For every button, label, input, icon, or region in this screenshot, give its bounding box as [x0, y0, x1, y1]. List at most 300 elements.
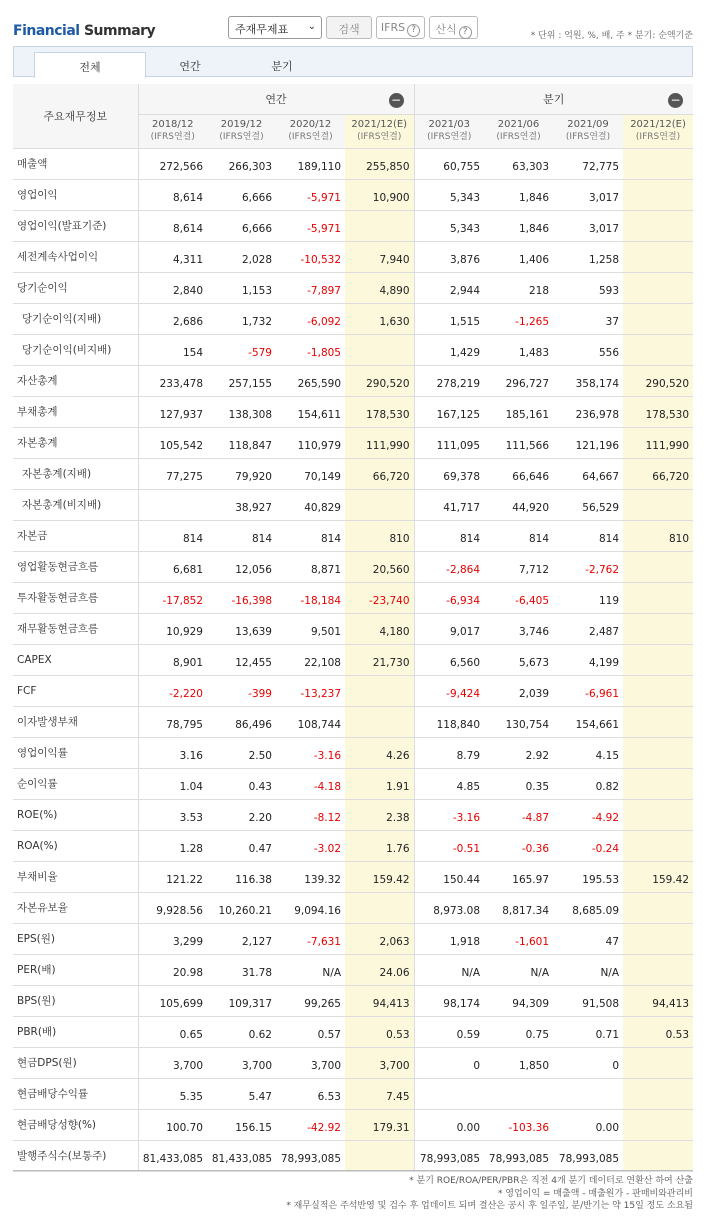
table-cell: 0 [553, 1047, 623, 1078]
table-cell: 3,700 [345, 1047, 414, 1078]
table-cell: 10,260.21 [207, 892, 276, 923]
table-cell: 358,174 [553, 365, 623, 396]
formula-help-button[interactable] [429, 16, 478, 39]
table-cell: 1,918 [414, 923, 484, 954]
table-cell [623, 706, 693, 737]
table-cell: 6.53 [276, 1078, 345, 1109]
ifrs-help-button[interactable] [376, 16, 425, 39]
table-cell: 1.28 [138, 830, 207, 861]
table-cell: -1,805 [276, 334, 345, 365]
table-cell: 10,900 [345, 179, 414, 210]
table-cell: 70,149 [276, 458, 345, 489]
table-cell: 0.82 [553, 768, 623, 799]
table-cell: N/A [553, 954, 623, 985]
table-cell: -3.16 [414, 799, 484, 830]
table-row [13, 892, 693, 923]
table-row [13, 923, 693, 954]
row-label: 세전계속사업이익 [13, 241, 138, 272]
table-cell: 189,110 [276, 148, 345, 179]
table-cell: 37 [553, 303, 623, 334]
row-label: 자산총계 [13, 365, 138, 396]
table-cell: 4.85 [414, 768, 484, 799]
table-cell: 814 [138, 520, 207, 551]
table-row [13, 520, 693, 551]
table-cell: 6,666 [207, 179, 276, 210]
page-title [13, 23, 155, 39]
table-cell: 81,433,085 [207, 1140, 276, 1171]
table-cell: 185,161 [484, 396, 553, 427]
table-row [13, 1047, 693, 1078]
table-cell: 178,530 [345, 396, 414, 427]
row-label: 영업활동현금흐름 [13, 551, 138, 582]
table-cell: 0 [414, 1047, 484, 1078]
collapse-quarter-icon[interactable]: − [668, 93, 683, 108]
table-cell: 0.65 [138, 1016, 207, 1047]
table-cell: -6,092 [276, 303, 345, 334]
table-cell: 86,496 [207, 706, 276, 737]
table-row [13, 1140, 693, 1171]
table-cell: 1,429 [414, 334, 484, 365]
table-cell [345, 892, 414, 923]
table-cell: 0.00 [553, 1109, 623, 1140]
table-cell: 13,639 [207, 613, 276, 644]
period-header [138, 114, 207, 148]
table-cell: 3,876 [414, 241, 484, 272]
table-cell: -10,532 [276, 241, 345, 272]
table-cell [623, 892, 693, 923]
table-cell: 1,846 [484, 210, 553, 241]
table-cell: 5,343 [414, 210, 484, 241]
table-cell: -0.36 [484, 830, 553, 861]
footnote-1: * 분기 ROE/ROA/PER/PBR은 직전 4개 분기 데이터로 연환산 하여 산출 [409, 1176, 693, 1186]
row-label: 부채비율 [13, 861, 138, 892]
period-header [484, 114, 553, 148]
table-cell: 8,614 [138, 210, 207, 241]
table-cell: 290,520 [623, 365, 693, 396]
table-cell: -2,864 [414, 551, 484, 582]
table-cell: 265,590 [276, 365, 345, 396]
table-cell: 121.22 [138, 861, 207, 892]
table-cell: 6,666 [207, 210, 276, 241]
table-cell: 2,487 [553, 613, 623, 644]
table-row [13, 644, 693, 675]
table-cell: 810 [345, 520, 414, 551]
table-cell: -3.02 [276, 830, 345, 861]
table-cell: 1,153 [207, 272, 276, 303]
row-label: PBR(배) [13, 1016, 138, 1047]
table-row [13, 489, 693, 520]
table-cell: 1,846 [484, 179, 553, 210]
table-cell: -2,762 [553, 551, 623, 582]
table-cell: 3,746 [484, 613, 553, 644]
row-label: 자본총계 [13, 427, 138, 458]
table-cell: 6,560 [414, 644, 484, 675]
unit-note: * 단위 : 억원, %, 배, 주 * 분기: 순액기준 [530, 31, 693, 41]
table-row [13, 272, 693, 303]
chevron-down-icon: ⌄ [307, 21, 316, 32]
table-cell: 0.00 [414, 1109, 484, 1140]
period-basis: (IFRS연결) [288, 132, 333, 142]
table-cell: -9,424 [414, 675, 484, 706]
period-header [207, 114, 276, 148]
table-cell: 9,017 [414, 613, 484, 644]
table-cell: 4,311 [138, 241, 207, 272]
table-cell: 5,673 [484, 644, 553, 675]
row-label: FCF [13, 675, 138, 706]
table-cell: 159.42 [345, 861, 414, 892]
table-cell: 38,927 [207, 489, 276, 520]
table-cell: 278,219 [414, 365, 484, 396]
table-cell: 20.98 [138, 954, 207, 985]
table-cell: 0.53 [623, 1016, 693, 1047]
table-cell: -4.87 [484, 799, 553, 830]
period-date: 2019/12 [220, 119, 263, 130]
table-cell: -1,265 [484, 303, 553, 334]
table-cell: 66,720 [623, 458, 693, 489]
period-date: 2021/12(E) [630, 119, 686, 130]
table-cell: 4.15 [553, 737, 623, 768]
table-cell: 63,303 [484, 148, 553, 179]
table-cell: 116.38 [207, 861, 276, 892]
table-cell [623, 551, 693, 582]
table-cell: -399 [207, 675, 276, 706]
table-cell: 593 [553, 272, 623, 303]
period-header [414, 114, 484, 148]
row-label: 자본유보율 [13, 892, 138, 923]
table-row [13, 830, 693, 861]
table-cell: 2,127 [207, 923, 276, 954]
question-icon: ? [407, 24, 420, 37]
period-date: 2018/12 [151, 119, 194, 130]
table-cell: 56,529 [553, 489, 623, 520]
table-row [13, 706, 693, 737]
table-cell: 41,717 [414, 489, 484, 520]
table-cell [345, 706, 414, 737]
table-row [13, 1016, 693, 1047]
table-cell: 257,155 [207, 365, 276, 396]
period-header [345, 114, 414, 148]
table-cell: 154,611 [276, 396, 345, 427]
table-row [13, 861, 693, 892]
table-row [13, 582, 693, 613]
table-cell: 810 [623, 520, 693, 551]
table-cell: 10,929 [138, 613, 207, 644]
table-cell: 40,829 [276, 489, 345, 520]
table-cell: 2.38 [345, 799, 414, 830]
table-cell: 218 [484, 272, 553, 303]
table-cell: 100.70 [138, 1109, 207, 1140]
period-header [276, 114, 345, 148]
table-cell: 118,840 [414, 706, 484, 737]
table-cell: 290,520 [345, 365, 414, 396]
table-cell [623, 613, 693, 644]
table-cell [623, 241, 693, 272]
group-quarter-label: 분기 [543, 92, 565, 106]
period-date: 2021/06 [497, 119, 540, 130]
table-cell: 2,039 [484, 675, 553, 706]
period-header [623, 114, 693, 148]
table-cell: -6,934 [414, 582, 484, 613]
top-bar [0, 0, 707, 46]
table-cell: 2,686 [138, 303, 207, 334]
table-cell: 0.75 [484, 1016, 553, 1047]
table-cell: 94,309 [484, 985, 553, 1016]
table-cell: 81,433,085 [138, 1140, 207, 1171]
table-cell: 1,850 [484, 1047, 553, 1078]
table-cell: 8.79 [414, 737, 484, 768]
table-cell: 2.50 [207, 737, 276, 768]
table-cell: 8,685.09 [553, 892, 623, 923]
table-cell: 3,700 [207, 1047, 276, 1078]
table-cell: 0.35 [484, 768, 553, 799]
period-basis: (IFRS연결) [635, 132, 681, 142]
table-cell [623, 334, 693, 365]
table-cell: 72,775 [553, 148, 623, 179]
table-cell [623, 1078, 693, 1109]
table-cell [623, 210, 693, 241]
table-row [13, 613, 693, 644]
table-cell: 8,871 [276, 551, 345, 582]
table-cell: 255,850 [345, 148, 414, 179]
table-cell: 0.53 [345, 1016, 414, 1047]
table-cell: 2,028 [207, 241, 276, 272]
table-cell: 2,840 [138, 272, 207, 303]
table-cell: -4.92 [553, 799, 623, 830]
row-label: 재무활동현금흐름 [13, 613, 138, 644]
table-cell: -0.24 [553, 830, 623, 861]
table-cell: 108,744 [276, 706, 345, 737]
table-cell: -23,740 [345, 582, 414, 613]
footnote-divider [13, 1170, 693, 1171]
table-cell: -13,237 [276, 675, 345, 706]
table-cell: 60,755 [414, 148, 484, 179]
question-icon: ? [459, 26, 472, 39]
table-cell: 94,413 [623, 985, 693, 1016]
table-row [13, 985, 693, 1016]
ifrs-label: IFRS [380, 21, 406, 34]
row-label: PER(배) [13, 954, 138, 985]
row-label: 자본총계(비지배) [13, 489, 138, 520]
period-basis: (IFRS연결) [357, 132, 402, 142]
table-cell [345, 489, 414, 520]
row-label: 이자발생부채 [13, 706, 138, 737]
row-label: CAPEX [13, 644, 138, 675]
period-header [553, 114, 623, 148]
table-cell: 1,258 [553, 241, 623, 272]
table-cell [623, 1047, 693, 1078]
table-cell: -5,971 [276, 210, 345, 241]
table-cell: 8,817.34 [484, 892, 553, 923]
search-button[interactable]: 검색 [326, 16, 372, 39]
table-cell: 1,483 [484, 334, 553, 365]
table-cell: 79,920 [207, 458, 276, 489]
title-financial: Financial [13, 23, 80, 39]
table-cell [623, 303, 693, 334]
table-cell: -1,601 [484, 923, 553, 954]
title-summary: Summary [79, 23, 156, 39]
table-cell: 0.47 [207, 830, 276, 861]
table-cell: 1,406 [484, 241, 553, 272]
table-row [13, 396, 693, 427]
table-cell: 91,508 [553, 985, 623, 1016]
table-cell: 7,712 [484, 551, 553, 582]
table-cell: 1.91 [345, 768, 414, 799]
table-cell: -579 [207, 334, 276, 365]
tab-annual[interactable]: 연간 [179, 60, 201, 73]
table-cell: 272,566 [138, 148, 207, 179]
footnote-3: * 재무실적은 주석반영 및 검수 후 업데이트 되며 결산은 공시 후 일주일, 분/반기는 약 15일 정도 소요됨 [286, 1201, 693, 1211]
table-cell: 3.53 [138, 799, 207, 830]
table-cell: 814 [276, 520, 345, 551]
table-cell [623, 1109, 693, 1140]
period-date: 2021/09 [567, 119, 609, 130]
period-basis: (IFRS연결) [150, 132, 195, 142]
row-label: 당기순이익(지배) [13, 303, 138, 334]
table-cell: 296,727 [484, 365, 553, 396]
table-cell: 8,614 [138, 179, 207, 210]
table-cell: 78,993,085 [414, 1140, 484, 1171]
row-label: 영업이익(발표기준) [13, 210, 138, 241]
table-cell: 111,990 [623, 427, 693, 458]
table-cell: 2,063 [345, 923, 414, 954]
table-cell: 5,343 [414, 179, 484, 210]
table-cell: 118,847 [207, 427, 276, 458]
table-row [13, 675, 693, 706]
collapse-annual-icon[interactable]: − [389, 93, 404, 108]
table-cell: 4,890 [345, 272, 414, 303]
row-label: 당기순이익 [13, 272, 138, 303]
table-row [13, 768, 693, 799]
table-cell [623, 799, 693, 830]
table-cell [553, 1078, 623, 1109]
table-cell [623, 954, 693, 985]
table-cell: -7,631 [276, 923, 345, 954]
table-cell: 77,275 [138, 458, 207, 489]
table-cell: 154 [138, 334, 207, 365]
table-cell: 138,308 [207, 396, 276, 427]
table-cell: 31.78 [207, 954, 276, 985]
table-cell: 4,180 [345, 613, 414, 644]
table-cell [623, 179, 693, 210]
statement-select[interactable] [228, 16, 322, 39]
table-cell: 69,378 [414, 458, 484, 489]
table-cell: 1,630 [345, 303, 414, 334]
footnote-2: * 영업이익 = 매출액 - 매출원가 - 판매비와관리비 [497, 1188, 693, 1199]
table-cell: 3,700 [138, 1047, 207, 1078]
table-cell: 266,303 [207, 148, 276, 179]
table-cell: 78,795 [138, 706, 207, 737]
table-cell: 165.97 [484, 861, 553, 892]
table-cell: 20,560 [345, 551, 414, 582]
table-cell: 111,990 [345, 427, 414, 458]
table-row [13, 334, 693, 365]
statement-select-value: 주재무제표 [235, 23, 289, 36]
table-row [13, 1109, 693, 1140]
table-cell [484, 1078, 553, 1109]
row-label: 영업이익률 [13, 737, 138, 768]
table-cell: 12,455 [207, 644, 276, 675]
table-cell: 5.47 [207, 1078, 276, 1109]
table-row [13, 210, 693, 241]
row-label: 순이익률 [13, 768, 138, 799]
table-cell: 12,056 [207, 551, 276, 582]
table-cell: 1.04 [138, 768, 207, 799]
table-cell: -16,398 [207, 582, 276, 613]
table-cell [345, 675, 414, 706]
table-cell: 3,299 [138, 923, 207, 954]
table-cell: N/A [276, 954, 345, 985]
table-cell [623, 582, 693, 613]
table-cell: 0.43 [207, 768, 276, 799]
table-row [13, 179, 693, 210]
table-cell: 105,542 [138, 427, 207, 458]
table-cell: 21,730 [345, 644, 414, 675]
table-cell: 0.71 [553, 1016, 623, 1047]
row-label: 매출액 [13, 148, 138, 179]
row-label: 자본총계(지배) [13, 458, 138, 489]
table-cell [414, 1078, 484, 1109]
group-header-quarter [414, 84, 693, 114]
table-row [13, 148, 693, 179]
table-cell: 4,199 [553, 644, 623, 675]
table-cell: 9,094.16 [276, 892, 345, 923]
table-cell [138, 489, 207, 520]
table-cell [623, 489, 693, 520]
row-label: 영업이익 [13, 179, 138, 210]
table-cell: 159.42 [623, 861, 693, 892]
period-basis: (IFRS연결) [565, 132, 611, 142]
table-cell: 556 [553, 334, 623, 365]
table-cell [623, 768, 693, 799]
tab-quarter[interactable]: 분기 [271, 60, 293, 73]
tab-all[interactable]: 전체 [34, 52, 146, 78]
table-row [13, 737, 693, 768]
table-cell [345, 210, 414, 241]
table-cell: 2.20 [207, 799, 276, 830]
table-cell: 78,993,085 [553, 1140, 623, 1171]
table-cell: 47 [553, 923, 623, 954]
table-row [13, 427, 693, 458]
table-cell: 22,108 [276, 644, 345, 675]
table-cell: 105,699 [138, 985, 207, 1016]
table-cell [623, 675, 693, 706]
table-cell: 6,681 [138, 551, 207, 582]
table-row [13, 458, 693, 489]
table-cell: 9,501 [276, 613, 345, 644]
table-cell: -18,184 [276, 582, 345, 613]
table-cell: 66,646 [484, 458, 553, 489]
table-cell [345, 334, 414, 365]
table-cell: -103.36 [484, 1109, 553, 1140]
table-cell: 78,993,085 [484, 1140, 553, 1171]
period-date: 2021/12(E) [351, 119, 408, 130]
table-cell: 130,754 [484, 706, 553, 737]
table-cell: 78,993,085 [276, 1140, 345, 1171]
row-label: 당기순이익(비지배) [13, 334, 138, 365]
group-annual-label: 연간 [265, 92, 287, 106]
table-cell: -3.16 [276, 737, 345, 768]
period-basis: (IFRS연결) [427, 132, 472, 142]
period-basis: (IFRS연결) [219, 132, 264, 142]
table-cell: 4.26 [345, 737, 414, 768]
table-cell: 814 [414, 520, 484, 551]
table-cell: 154,661 [553, 706, 623, 737]
table-row [13, 1078, 693, 1109]
table-cell: 0.59 [414, 1016, 484, 1047]
table-cell: 9,928.56 [138, 892, 207, 923]
table-cell: 127,937 [138, 396, 207, 427]
table-row [13, 551, 693, 582]
